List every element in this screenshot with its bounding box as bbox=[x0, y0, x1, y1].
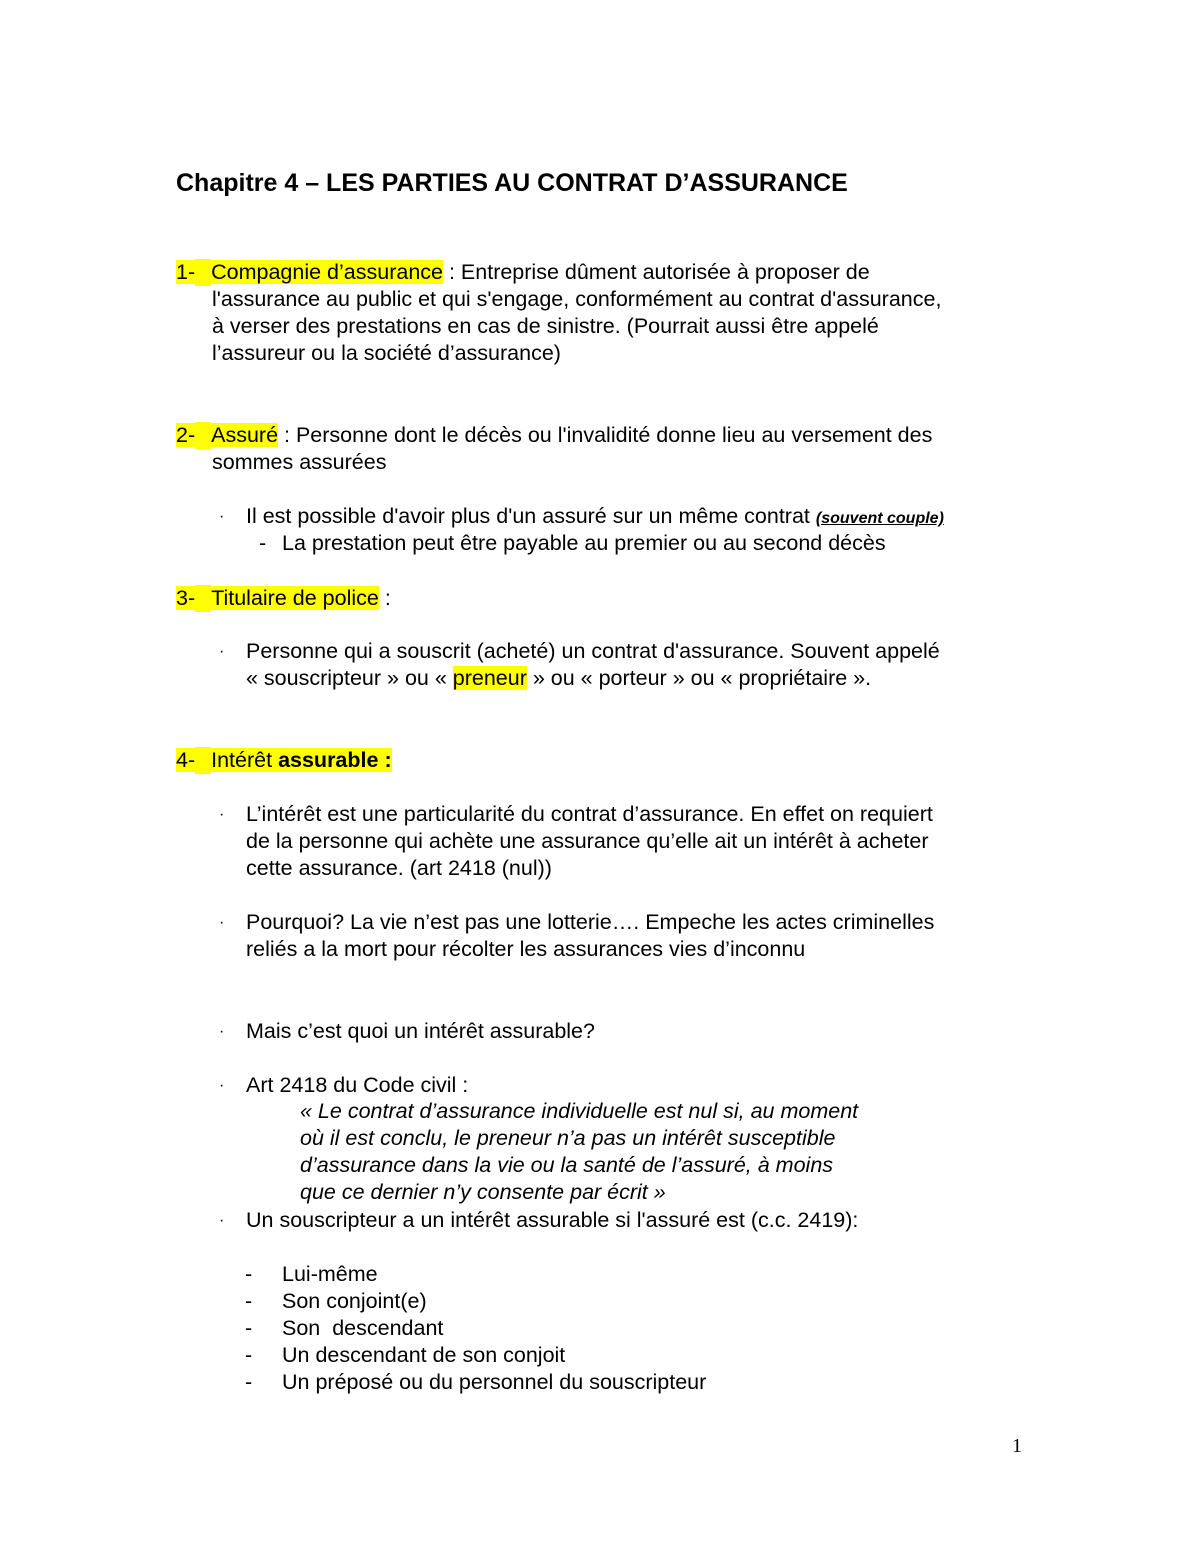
section-4-bullet-1-line-2: de la personne qui achète une assurance qu’elle ait un intérêt à acheter bbox=[246, 829, 929, 853]
bullet-marker: · bbox=[219, 508, 225, 525]
section-1-text-1: : Entreprise dûment autorisée à proposer de bbox=[443, 260, 870, 284]
section-4-bullet-3: Mais c’est quoi un intérêt assurable? bbox=[246, 1019, 595, 1043]
quote-line-1: « Le contrat d’assurance individuelle est nul si, au moment bbox=[300, 1099, 859, 1123]
section-4-bullet-2-line-1: Pourquoi? La vie n’est pas une lotterie…. Empeche les actes criminelles bbox=[246, 910, 935, 934]
quote-line-2: où il est conclu, le preneur n’a pas un intérêt susceptible bbox=[300, 1126, 836, 1150]
page-number: 1 bbox=[1012, 1435, 1022, 1457]
bullet-marker: · bbox=[219, 1023, 225, 1040]
section-2-bullet-1-text: Il est possible d'avoir plus d'un assuré sur un même contrat bbox=[246, 504, 816, 528]
quote-line-3: d’assurance dans la vie ou la santé de l’assuré, à moins bbox=[300, 1153, 834, 1177]
section-4-bullet-5: Un souscripteur a un intérêt assurable si l'assuré est (c.c. 2419): bbox=[246, 1208, 859, 1232]
section-3-highlight-preneur: preneur bbox=[452, 666, 527, 690]
section-2-number: 2- bbox=[176, 423, 196, 447]
section-3-number: 3- bbox=[176, 586, 196, 610]
section-4-term-a: Intérêt bbox=[211, 748, 279, 772]
section-3-bullet-1-line-1: Personne qui a souscrit (acheté) un contrat d'assurance. Souvent appelé bbox=[246, 639, 940, 663]
dash-marker: - bbox=[245, 1289, 253, 1313]
dash-item: Lui-même bbox=[282, 1262, 378, 1286]
section-4-colon: : bbox=[378, 748, 392, 772]
bullet-marker: · bbox=[219, 1077, 225, 1094]
section-4-term-b: assurable bbox=[278, 748, 379, 772]
section-3-colon: : bbox=[378, 586, 391, 610]
bullet-marker: · bbox=[219, 914, 225, 931]
section-1-number: 1- bbox=[176, 260, 196, 284]
dash-marker: - bbox=[245, 1370, 253, 1394]
dash-item: Un préposé ou du personnel du souscripteur bbox=[282, 1370, 707, 1394]
section-1-term: Compagnie d’assurance bbox=[211, 260, 443, 284]
dash-marker: - bbox=[245, 1343, 253, 1367]
section-4-bullet-1-line-3: cette assurance. (art 2418 (nul)) bbox=[246, 856, 552, 880]
bullet-marker: · bbox=[219, 643, 225, 660]
bullet-marker: · bbox=[219, 1212, 225, 1229]
section-2-term: Assuré bbox=[211, 423, 279, 447]
section-4-bullet-2-line-2: reliés a la mort pour récolter les assurances vies d’inconnu bbox=[246, 937, 806, 961]
section-3-line-1 bbox=[176, 585, 391, 612]
bullet-marker: · bbox=[219, 806, 225, 823]
dash-marker: - bbox=[245, 1316, 253, 1340]
section-3-bullet-1-line-2 bbox=[246, 665, 871, 692]
section-1-text-3: à verser des prestations en cas de sinistre. (Pourrait aussi être appelé bbox=[212, 314, 879, 338]
section-1-line-1 bbox=[176, 259, 870, 286]
section-4-bullet-1-line-1: L’intérêt est une particularité du contrat d’assurance. En effet on requiert bbox=[246, 802, 933, 826]
section-2-line-1 bbox=[176, 422, 932, 449]
page-title: Chapitre 4 – LES PARTIES AU CONTRAT D’ASSURANCE bbox=[176, 169, 848, 197]
section-4-line-1 bbox=[176, 747, 392, 774]
dash-item: Un descendant de son conjoit bbox=[282, 1343, 566, 1367]
quote-line-4: que ce dernier n’y consente par écrit » bbox=[300, 1180, 666, 1204]
section-2-text-2: sommes assurées bbox=[212, 450, 387, 474]
section-1-text-2: l'assurance au public et qui s'engage, conformément au contrat d'assurance, bbox=[212, 287, 942, 311]
dash-marker: - bbox=[259, 531, 267, 555]
section-2-bullet-1 bbox=[246, 503, 944, 532]
dash-item: Son conjoint(e) bbox=[282, 1289, 427, 1313]
section-3-term: Titulaire de police bbox=[211, 586, 379, 610]
section-3-bullet-1-text-b: » ou « porteur » ou « propriétaire ». bbox=[526, 666, 872, 690]
section-2-text-1: : Personne dont le décès ou l'invalidité donne lieu au versement des bbox=[278, 423, 933, 447]
section-4-number: 4- bbox=[176, 748, 196, 772]
section-2-dash-1: La prestation peut être payable au premier ou au second décès bbox=[282, 531, 886, 555]
section-1-text-4: l’assureur ou la société d’assurance) bbox=[212, 341, 561, 365]
section-4-bullet-4: Art 2418 du Code civil : bbox=[246, 1073, 469, 1097]
dash-item: Son descendant bbox=[282, 1316, 444, 1340]
section-3-bullet-1-text-a: « souscripteur » ou « bbox=[246, 666, 453, 690]
section-2-bullet-1-note: (souvent couple) bbox=[815, 510, 944, 527]
dash-marker: - bbox=[245, 1262, 253, 1286]
